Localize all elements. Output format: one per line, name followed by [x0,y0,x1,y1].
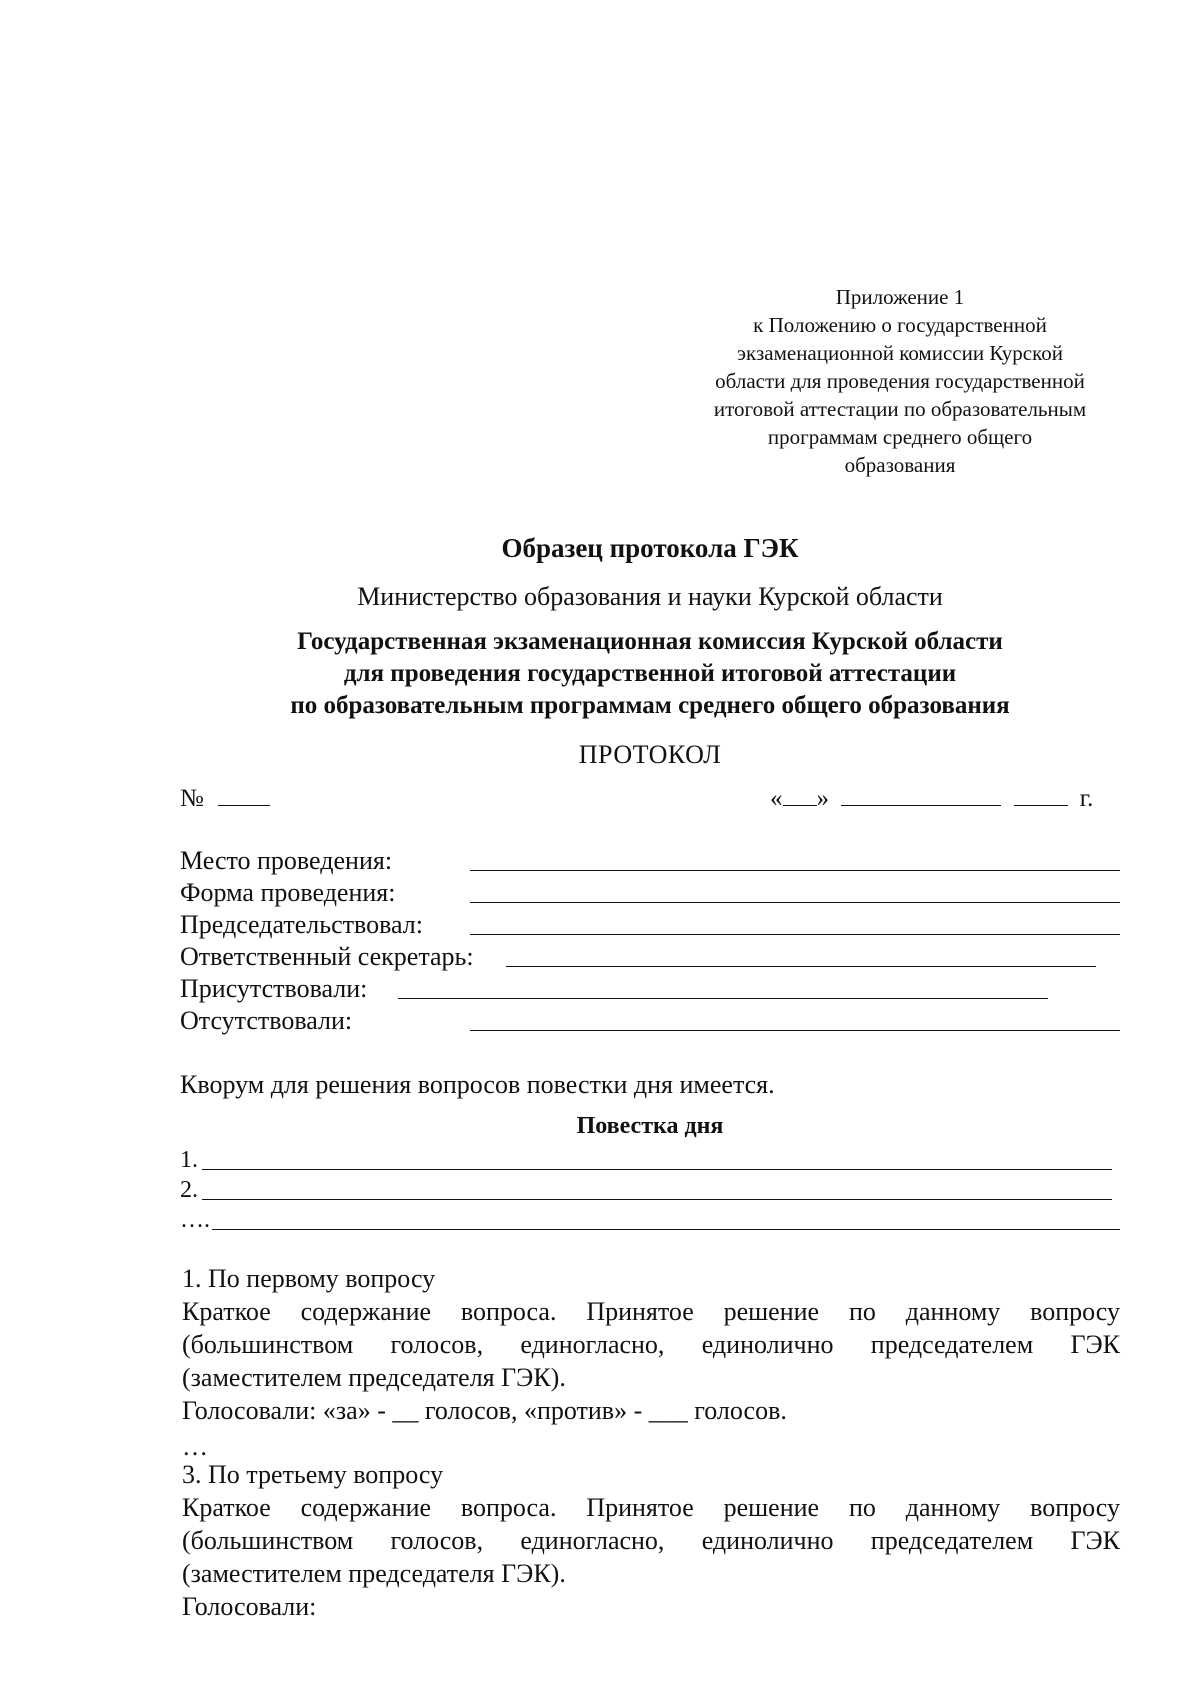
agenda-blank [202,1169,1112,1170]
number-blank [218,783,270,806]
agenda-blank [212,1229,1120,1230]
field-blank [470,870,1120,871]
field-label: Отсутствовали: [180,1006,353,1035]
commission-line: для проведения государственной итоговой аттестации [343,660,957,687]
appendix-line: к Положению о государственной [753,313,1047,337]
agenda-item-number: 1. [180,1147,198,1173]
number-sign: № [180,785,204,812]
commission-line: Государственная экзаменационная комиссия Курской области [297,628,1003,655]
appendix-line: экзаменационной комиссии Курской [737,341,1063,365]
agenda-item-number: 2. [180,1177,198,1203]
commission-line: по образовательным программам среднего общего образования [290,692,1010,719]
appendix-line: образования [844,453,956,477]
document-title: Образец протокола ГЭК [501,533,799,563]
question-body: Краткое содержание вопроса. Принятое решение по данному вопросу (большинством голосов, единогласно, единолично председателем ГЭК (заместителем председателя ГЭК). [182,1297,1120,1392]
appendix-line: области для проведения государственной [715,369,1085,393]
ministry-name: Министерство образования и науки Курской области [357,582,943,611]
field-label: Присутствовали: [180,974,368,1003]
field-label: Ответственный секретарь: [180,942,474,971]
appendix-line: Приложение 1 [835,285,965,309]
field-label: Форма проведения: [180,878,396,907]
year-suffix: г. [1079,785,1094,812]
question-votes: Голосовали: [182,1592,317,1621]
agenda-list [180,1145,1120,1235]
quorum-statement: Кворум для решения вопросов повестки дня имеется. [180,1070,775,1099]
year-blank [1014,783,1068,806]
agenda-item [180,1175,1120,1205]
field-blank [506,966,1096,967]
agenda-item [180,1145,1120,1175]
date-open-quote: « [770,785,783,812]
field-blank [470,1030,1120,1031]
agenda-item-number: …. [180,1207,210,1233]
field-label: Председательствовал: [180,910,423,939]
field-venue [180,845,1120,877]
protocol-date [770,783,1093,815]
agenda-title: Повестка дня [576,1113,724,1139]
field-present [180,973,1120,1005]
question-1-section [182,1262,1120,1427]
field-blank [470,902,1120,903]
appendix-header [680,283,1120,479]
question-3-section [182,1458,1120,1623]
question-votes: Голосовали: «за» - __ голосов, «против» - ___ голосов. [182,1396,787,1425]
agenda-blank [202,1199,1112,1200]
field-chairman [180,909,1120,941]
date-close-quote: » [816,785,829,812]
field-label: Место проведения: [180,846,393,875]
month-blank [841,783,1001,806]
agenda-item [180,1205,1120,1235]
field-secretary [180,941,1120,973]
appendix-line: итоговой аттестации по образовательным [713,397,1087,421]
field-blank [470,934,1120,935]
field-absent [180,1005,1120,1037]
protocol-number [180,783,270,815]
protocol-heading: ПРОТОКОЛ [578,740,722,769]
appendix-line: программам среднего общего [767,425,1033,449]
day-blank [783,783,817,806]
omitted-questions: … [182,1432,208,1461]
field-form [180,877,1120,909]
question-heading: 3. По третьему вопросу [182,1460,444,1489]
commission-name [180,626,1120,722]
question-body: Краткое содержание вопроса. Принятое решение по данному вопросу (большинством голосов, единогласно, единолично председателем ГЭК (заместителем председателя ГЭК). [182,1493,1120,1588]
field-blank [398,998,1048,999]
question-heading: 1. По первому вопросу [182,1264,436,1293]
protocol-fields [180,845,1120,1037]
